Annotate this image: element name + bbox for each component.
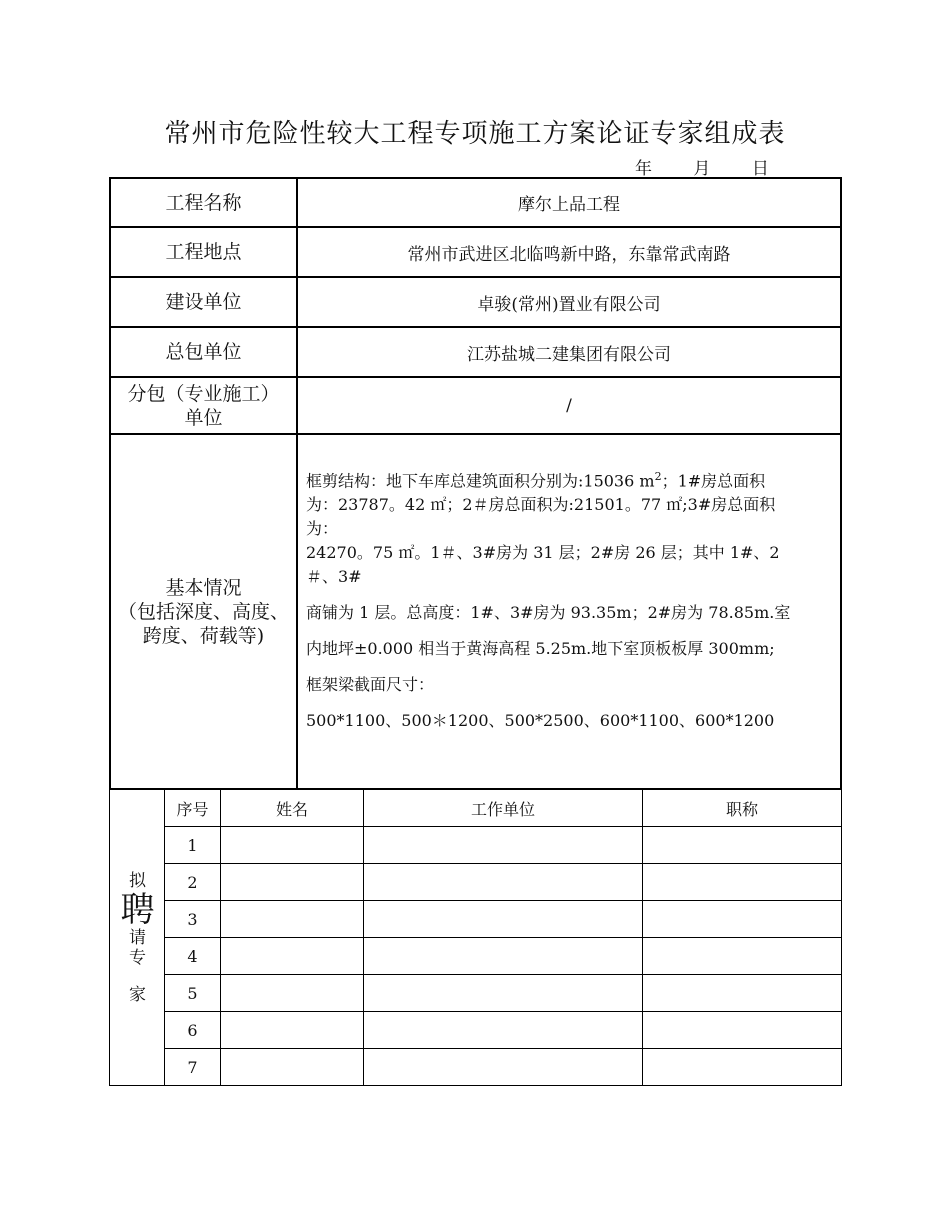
row-contractor [110, 327, 841, 377]
row-number: 7 [165, 1049, 221, 1086]
location-value: 常州市武进区北临鸣新中路，东靠常武南路 [297, 227, 841, 277]
basic-info-line-3: 为： [306, 519, 339, 539]
basic-label-line-3: 跨度、荷载等) [142, 624, 265, 647]
row-number: 5 [165, 975, 221, 1012]
date-line [635, 154, 791, 179]
experts-header-row [110, 790, 842, 827]
header-no: 序号 [165, 790, 221, 827]
expert-title-cell[interactable] [643, 1049, 842, 1086]
date-day: 日 [751, 159, 769, 179]
row-number: 1 [165, 827, 221, 864]
table-row [110, 864, 842, 901]
date-month: 月 [693, 159, 711, 179]
basic-label-line-1: 基本情况 [165, 576, 242, 599]
owner-label: 建设单位 [110, 277, 297, 327]
expert-unit-cell[interactable] [364, 938, 643, 975]
expert-name-cell[interactable] [221, 1049, 364, 1086]
table-row [110, 827, 842, 864]
expert-unit-cell[interactable] [364, 827, 643, 864]
expert-unit-cell[interactable] [364, 1049, 643, 1086]
row-basic-info [110, 434, 841, 789]
row-number: 4 [165, 938, 221, 975]
expert-title-cell[interactable] [643, 1012, 842, 1049]
basic-info-line-7: 内地坪±0.000 相当于黄海高程 5.25m.地下室顶板板厚 300mm; [306, 639, 775, 659]
table-row [110, 938, 842, 975]
page-title: 常州市危险性较大工程专项施工方案论证专家组成表 [164, 119, 786, 149]
table-row [110, 1049, 842, 1086]
side-char-4: 专 [129, 947, 146, 968]
side-char-3: 请 [129, 927, 146, 948]
expert-unit-cell[interactable] [364, 1012, 643, 1049]
table-row [110, 1012, 842, 1049]
basic-info-line-5: ＃、3# [306, 567, 362, 587]
contractor-label: 总包单位 [110, 327, 297, 377]
row-location [110, 227, 841, 277]
project-info-table [109, 177, 842, 790]
basic-info-line-2: 为：23787。42 ㎡；2＃房总面积为:21501。77 ㎡;3#房总面积 [306, 495, 776, 515]
row-project-name [110, 178, 841, 227]
expert-name-cell[interactable] [221, 975, 364, 1012]
row-number: 6 [165, 1012, 221, 1049]
owner-value: 卓骏(常州)置业有限公司 [297, 277, 841, 327]
side-char-1: 拟 [129, 870, 146, 891]
expert-name-cell[interactable] [221, 938, 364, 975]
expert-unit-cell[interactable] [364, 901, 643, 938]
location-label: 工程地点 [110, 227, 297, 277]
basic-info-line-8: 框架梁截面尺寸： [306, 675, 435, 695]
expert-title-cell[interactable] [643, 827, 842, 864]
expert-name-cell[interactable] [221, 827, 364, 864]
row-number: 2 [165, 864, 221, 901]
expert-name-cell[interactable] [221, 1012, 364, 1049]
expert-title-cell[interactable] [643, 864, 842, 901]
expert-title-cell[interactable] [643, 975, 842, 1012]
side-char-5: 家 [129, 984, 146, 1005]
expert-name-cell[interactable] [221, 901, 364, 938]
header-name: 姓名 [221, 790, 364, 827]
basic-info-value [297, 434, 841, 789]
basic-info-line-4: 24270。75 ㎡。1＃、3#房为 31 层；2#房 26 层；其中 1#、2 [306, 543, 780, 563]
basic-label-line-2: （包括深度、高度、 [117, 600, 289, 623]
subcontractor-label-line-2: 单位 [184, 406, 223, 429]
contractor-value: 江苏盐城二建集团有限公司 [297, 327, 841, 377]
expert-title-cell[interactable] [643, 938, 842, 975]
expert-title-cell[interactable] [643, 901, 842, 938]
experts-side-label [110, 790, 165, 1086]
expert-unit-cell[interactable] [364, 975, 643, 1012]
subcontractor-value: / [297, 377, 841, 434]
project-name-label: 工程名称 [110, 178, 297, 227]
basic-info-label [110, 434, 297, 789]
table-row [110, 901, 842, 938]
experts-table [109, 789, 842, 1086]
table-row [110, 975, 842, 1012]
side-char-2: 聘 [120, 889, 155, 930]
project-name-value: 摩尔上品工程 [297, 178, 841, 227]
basic-info-line-6: 商铺为 1 层。总高度：1#、3#房为 93.35m；2#房为 78.85m.室 [306, 603, 791, 623]
row-owner [110, 277, 841, 327]
row-number: 3 [165, 901, 221, 938]
row-subcontractor [110, 377, 841, 434]
basic-info-line-9: 500*1100、500＊1200、500*2500、600*1100、600*1200 [306, 711, 775, 731]
basic-info-line-1: 框剪结构：地下车库总建筑面积分别为:15036 $m^2$；1#房总面积 [306, 470, 766, 491]
expert-unit-cell[interactable] [364, 864, 643, 901]
header-unit: 工作单位 [364, 790, 643, 827]
subcontractor-label [110, 377, 297, 434]
subcontractor-label-line-1: 分包（专业施工） [127, 382, 280, 405]
header-title: 职称 [643, 790, 842, 827]
date-year: 年 [635, 159, 652, 179]
expert-name-cell[interactable] [221, 864, 364, 901]
